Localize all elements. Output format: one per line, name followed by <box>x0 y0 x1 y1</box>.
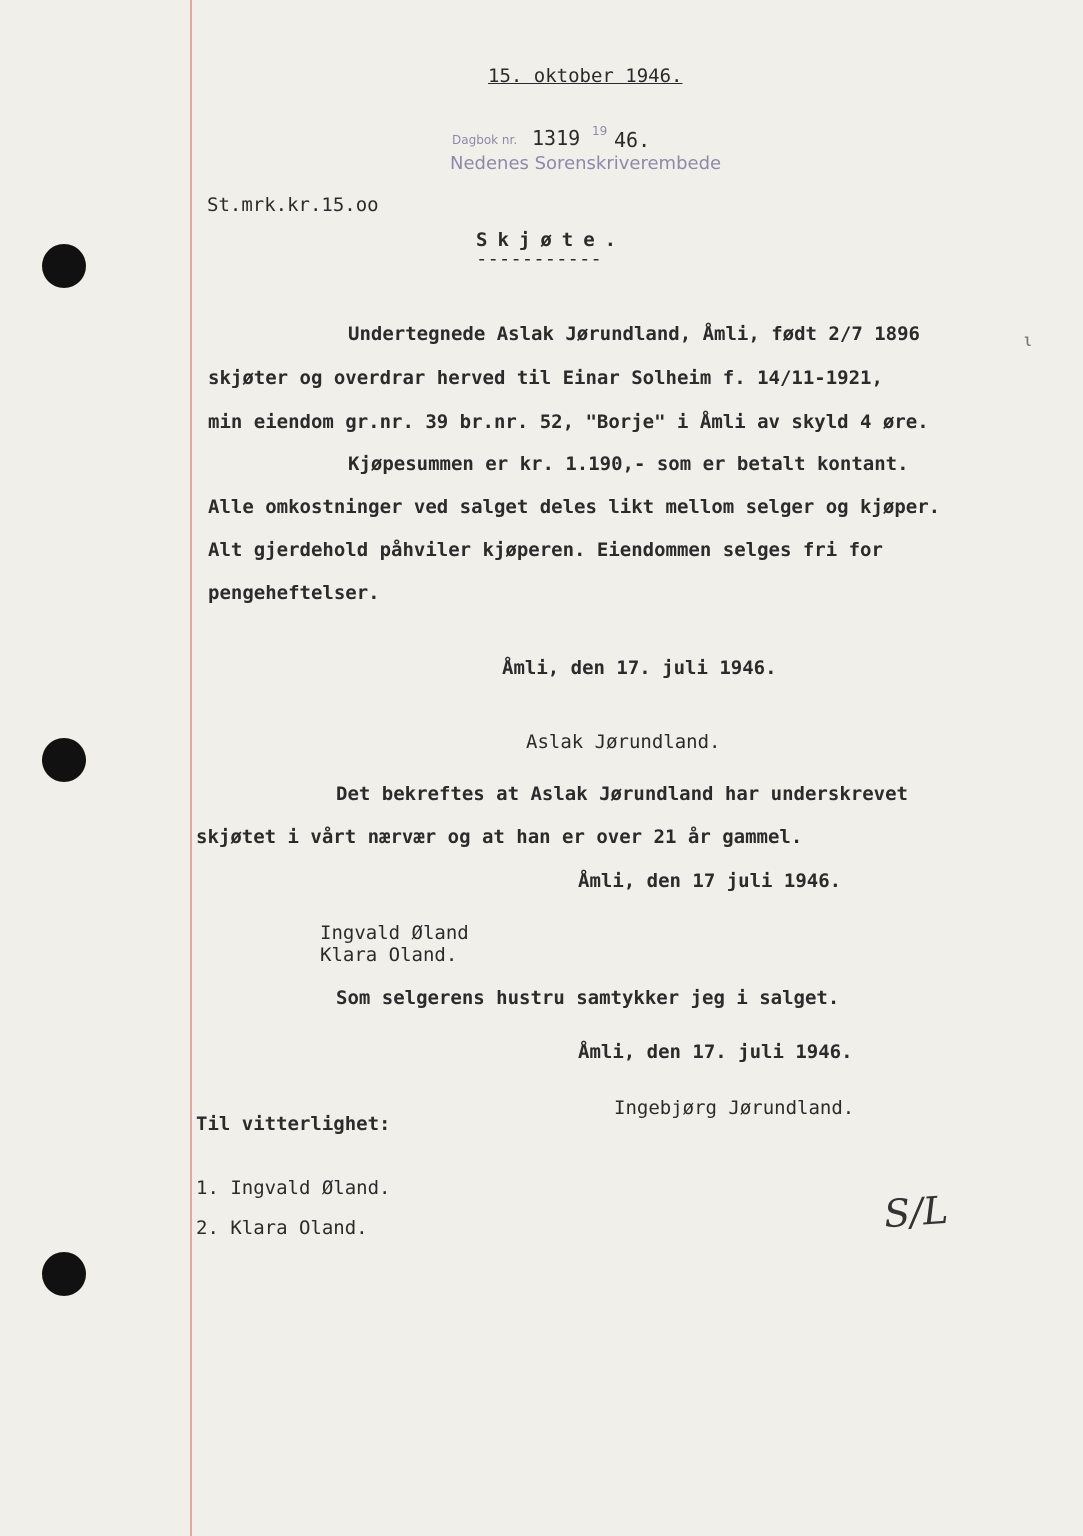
witness-name: Klara Oland. <box>320 944 458 966</box>
place-date-witness: Åmli, den 17 juli 1946. <box>578 870 842 892</box>
til-vitterlighet-heading: Til vitterlighet: <box>196 1113 391 1135</box>
stamp-dagbok-label: Dagbok nr. <box>452 133 518 147</box>
stamp-dagbok-number: 1319 <box>532 126 581 150</box>
punch-hole <box>42 738 86 782</box>
margin-note: S/L <box>882 1187 950 1237</box>
fee-line: St.mrk.kr.15.oo <box>207 194 379 216</box>
body-line: Undertegnede Aslak Jørundland, Åmli, født 2/7 1896 <box>348 323 920 345</box>
body-line: Alle omkostninger ved salget deles likt mellom selger og kjøper. <box>208 496 941 518</box>
margin-line <box>190 0 192 1536</box>
place-date-spouse: Åmli, den 17. juli 1946. <box>578 1041 853 1063</box>
title-underline: ----------- <box>476 248 602 270</box>
spouse-signature: Ingebjørg Jørundland. <box>614 1097 855 1119</box>
document-title: Skjøte. <box>476 229 627 251</box>
header-date: 15. oktober 1946. <box>488 65 683 87</box>
witness-statement-line: Det bekreftes at Aslak Jørundland har underskrevet <box>336 783 908 805</box>
body-line: skjøter og overdrar herved til Einar Solheim f. 14/11-1921, <box>208 367 883 389</box>
body-line: pengeheftelser. <box>208 582 380 604</box>
punch-hole <box>42 244 86 288</box>
body-line: Kjøpesummen er kr. 1.190,- som er betalt kontant. <box>348 453 909 475</box>
witness-statement-line: skjøtet i vårt nærvær og at han er over 21 år gammel. <box>196 826 803 848</box>
body-line: Alt gjerdehold påhviler kjøperen. Eiendommen selges fri for <box>208 539 883 561</box>
vitterlighet-item: 1. Ingvald Øland. <box>196 1177 391 1199</box>
stamp-dagbok-year: 46. <box>614 128 651 152</box>
spouse-consent: Som selgerens hustru samtykker jeg i salget. <box>336 987 840 1009</box>
stamp-office: Nedenes Sorenskriverembede <box>450 153 722 174</box>
place-date-seller: Åmli, den 17. juli 1946. <box>502 657 777 679</box>
body-line: min eiendom gr.nr. 39 br.nr. 52, "Borje" i Åmli av skyld 4 øre. <box>208 411 929 433</box>
stamp-year-prefix: 19 <box>592 124 608 138</box>
margin-tick: ι <box>1022 330 1033 351</box>
vitterlighet-item: 2. Klara Oland. <box>196 1217 368 1239</box>
seller-signature: Aslak Jørundland. <box>526 731 721 753</box>
punch-hole <box>42 1252 86 1296</box>
witness-name: Ingvald Øland <box>320 922 469 944</box>
